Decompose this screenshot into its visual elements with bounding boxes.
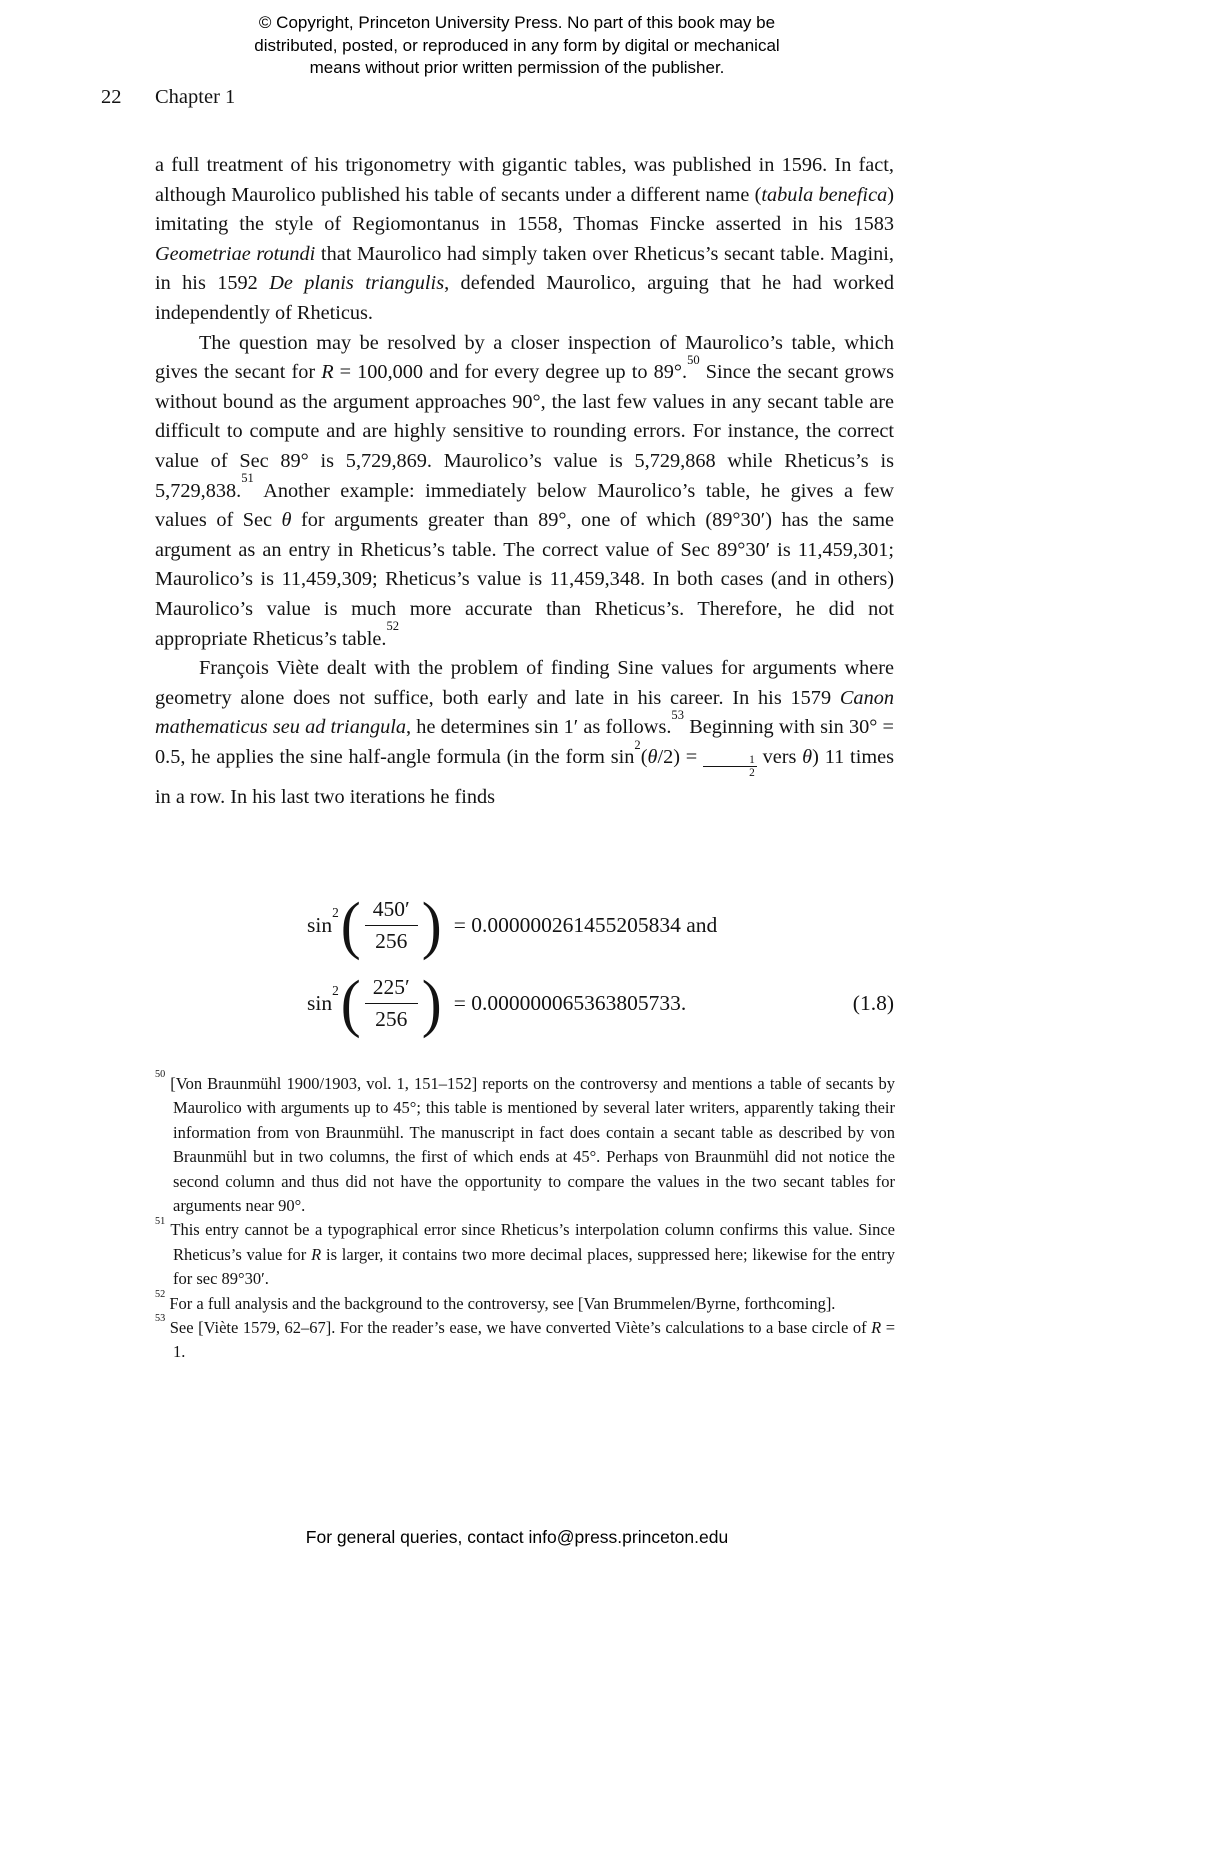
exponent: 2 bbox=[332, 982, 339, 998]
footnote-marker: 52 bbox=[155, 1289, 166, 1301]
fraction bbox=[365, 897, 418, 953]
paragraph: a full treatment of his trigonometry with gigantic tables, was published in 1596. In fact, although Maurolico published his table of secants under a different name (tabula benefica) imitating the style of Regiomontanus in 1558, Thomas Fincke asserted in his 1583 Geometriae rotundi that Maurolico had simply taken over Rheticus’s secant table. Magini, in his 1592 De planis triangulis, defended Maurolico, arguing that he had worked independently of Rheticus. bbox=[155, 154, 895, 324]
equation-function bbox=[307, 904, 339, 938]
fraction-numerator: 225′ bbox=[365, 975, 418, 1004]
equation-result: = 0.000000261455205834 and bbox=[453, 912, 718, 937]
right-paren: ) bbox=[421, 889, 442, 961]
left-paren: ( bbox=[340, 967, 361, 1039]
fraction bbox=[365, 975, 418, 1031]
footnotes bbox=[155, 1069, 896, 1365]
page-number: 22 bbox=[101, 86, 122, 108]
footnote-marker: 51 bbox=[155, 1215, 166, 1227]
equation bbox=[307, 888, 894, 962]
footnote-51: $^{51}$ This entry cannot be a typographical error since Rheticus’s interpolation column confirms this value. Since Rheticus’s value for R is larger, it contains two more decimal places, suppressed here; likewise for the entry for sec 89°30′. bbox=[155, 1215, 895, 1289]
copyright-line: means without prior written permission of the publisher. bbox=[309, 58, 725, 77]
exponent: 2 bbox=[332, 904, 339, 920]
equation-function bbox=[307, 982, 339, 1016]
fraction-numerator: 450′ bbox=[365, 897, 418, 926]
superscript: 52 bbox=[386, 619, 400, 634]
superscript: 2 bbox=[634, 737, 641, 752]
fraction-denominator: 256 bbox=[375, 928, 408, 953]
equation-block bbox=[155, 888, 894, 1044]
copyright-line: distributed, posted, or reproduced in any form by digital or mechanical bbox=[254, 35, 780, 55]
equation-label: (1.8) bbox=[852, 990, 894, 1015]
equation bbox=[307, 966, 894, 1040]
left-paren: ( bbox=[340, 889, 361, 961]
footnote-50: $^{50}$ [Von Braunmühl 1900/1903, vol. 1, 151–152] reports on the controversy and mentions a table of secants by Maurolico with arguments up to 45°; this table is mentioned by several later writers, apparently taking their information from von Braunmühl. The manuscript in fact does contain a secant table as described by von Braunmühl but in two columns, the first of which ends at 45°. Perhaps von Braunmühl did not notice the second column and thus did not have the opportunity to compare the values in the two secant tables for arguments near 90°. bbox=[155, 1069, 895, 1216]
equation-result: = 0.000000065363805733. bbox=[453, 990, 687, 1015]
body-text bbox=[155, 151, 894, 813]
footnote-52: $^{52}$ For a full analysis and the background to the controversy, see [Van Brummelen/Byrne, forthcoming]. bbox=[155, 1289, 836, 1313]
sin-label: sin bbox=[307, 990, 333, 1015]
running-head: Chapter 1 bbox=[155, 86, 236, 108]
paragraph: François Viète dealt with the problem of finding Sine values for arguments where geometry alone does not suffice, both early and late in his career. In his 1579 Canon mathematicus seu ad triangula, he determines sin 1′ as follows.$^{53}$ Beginning with sin 30° = 0.5, he applies the sine half-angle formula (in the form $\sin^2(\theta/2)$ = $\frac{1}{2}$ vers θ) 11 times in a row. In his last two iterations he finds bbox=[155, 657, 894, 809]
footnote-marker: 53 bbox=[155, 1313, 166, 1325]
inline-fraction: $\frac{1}{2}$ bbox=[703, 754, 757, 780]
right-paren: ) bbox=[421, 967, 442, 1039]
superscript: 53 bbox=[671, 708, 684, 723]
superscript: 50 bbox=[687, 353, 700, 368]
copyright-notice bbox=[0, 12, 1034, 80]
footnote-53: $^{53}$ See [Viète 1579, 62–67]. For the reader’s ease, we have converted Viète’s calculations to a base circle of R = 1. bbox=[155, 1313, 896, 1362]
paragraph: The question may be resolved by a closer inspection of Maurolico’s table, which gives the secant for R = 100,000 and for every degree up to 89°.$^{50}$ Since the secant grows without bound as the argument approaches 90°, the last few values in any secant table are difficult to compute and are highly sensitive to rounding errors. For instance, the correct value of Sec 89° is 5,729,869. Maurolico’s value is 5,729,868 while Rheticus’s is 5,729,838.51 Another example: immediately below Maurolico’s table, he gives a few values of Sec θ for arguments greater than 89°, one of which (89°30′) has the same argument as an entry in Rheticus’s table. The correct value of Sec 89°30′ is 11,459,301; Maurolico’s is 11,459,309; Rheticus’s value is 11,459,348. In both cases (and in others) Maurolico’s value is much more accurate than Rheticus’s. Therefore, he did not appropriate Rheticus’s table.$^{52}$ bbox=[155, 331, 894, 650]
sin-label: sin bbox=[307, 912, 333, 937]
copyright-line: © Copyright, Princeton University Press. No part of this book may be bbox=[258, 13, 776, 32]
footnote-marker: 50 bbox=[155, 1069, 166, 1081]
fraction-denominator: 256 bbox=[375, 1006, 408, 1031]
footer-contact: For general queries, contact info@press.princeton.edu bbox=[305, 1527, 729, 1547]
superscript: 51 bbox=[241, 471, 254, 486]
